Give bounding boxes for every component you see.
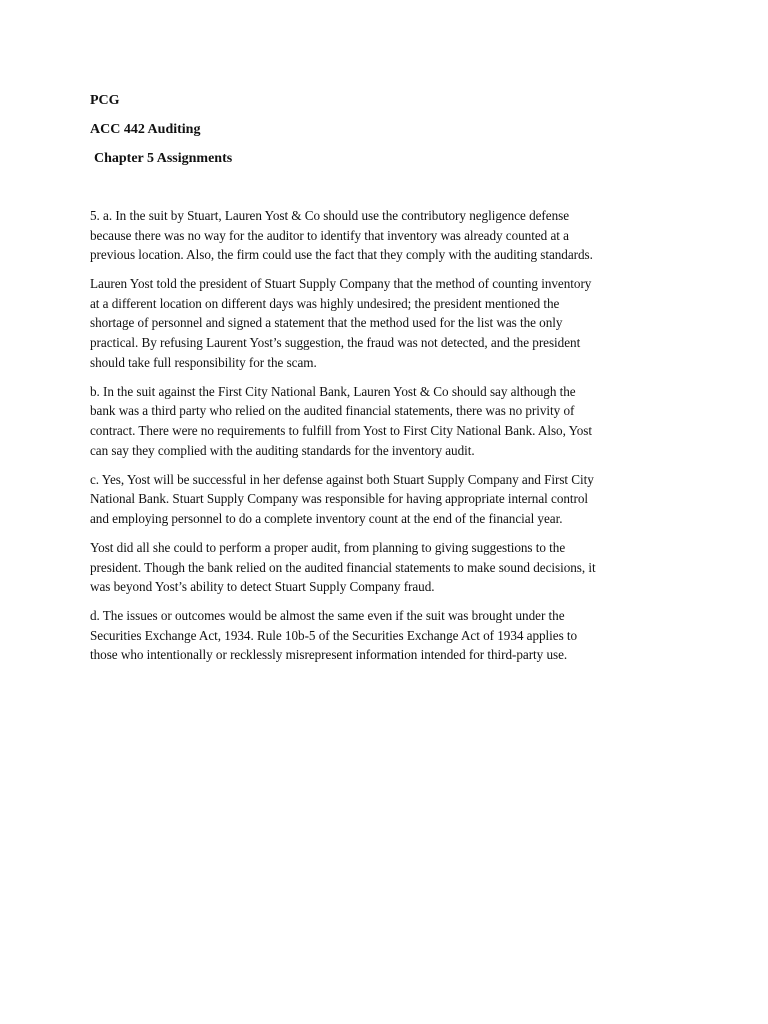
text-line: d. The issues or outcomes would be almost the same even if the suit was brought under the [90, 608, 565, 624]
text-line: was beyond Yost’s ability to detect Stuart Supply Company fraud. [90, 579, 435, 595]
text-line: contract. There were no requirements to fulfill from Yost to First City National Bank. Also, Yost [90, 422, 593, 438]
text-line: and employing personnel to do a complete inventory count at the end of the financial year. [90, 510, 563, 526]
paragraph-5b [90, 382, 671, 460]
text-line: Securities Exchange Act, 1934. Rule 10b-5 of the Securities Exchange Act of 1934 applies to [90, 627, 578, 643]
text-line: Lauren Yost told the president of Stuart Supply Company that the method of counting inventory [90, 276, 592, 292]
paragraph-5c [90, 470, 671, 529]
text-line: b. In the suit against the First City National Bank, Lauren Yost & Co should say although the [90, 383, 576, 399]
text-line: because there was no way for the auditor to identify that inventory was already counted at a [90, 227, 569, 243]
paragraph-5d [90, 606, 671, 665]
text-line: those who intentionally or recklessly misrepresent information intended for third-party use. [90, 647, 568, 663]
text-line: Yost did all she could to perform a proper audit, from planning to giving suggestions to the [90, 539, 566, 555]
paragraph-5a-continued [90, 274, 671, 372]
paragraph-5a [90, 206, 671, 265]
text-line: bank was a third party who relied on the audited financial statements, there was no privity of [90, 403, 575, 419]
document-body [90, 206, 680, 674]
text-line: should take full responsibility for the scam. [90, 354, 317, 370]
course-title: ACC 442 Auditing [90, 122, 201, 137]
text-line: president. Though the bank relied on the audited financial statements to make sound decisions, it [90, 559, 596, 575]
text-line: previous location. Also, the firm could use the fact that they comply with the auditing standards. [90, 247, 593, 263]
text-line: at a different location on different days was highly undesired; the president mentioned the [90, 295, 560, 311]
assignment-title: Chapter 5 Assignments [94, 151, 233, 166]
text-line: can say they complied with the auditing standards for the inventory audit. [90, 442, 475, 458]
paragraph-5c-continued [90, 538, 671, 597]
text-line: c. Yes, Yost will be successful in her defense against both Stuart Supply Company and First City [90, 471, 594, 487]
text-line: 5. a. In the suit by Stuart, Lauren Yost & Co should use the contributory negligence defense [90, 208, 570, 223]
text-line: shortage of personnel and signed a statement that the method used for the list was the only [90, 315, 563, 331]
author-initials: PCG [90, 93, 120, 108]
text-line: practical. By refusing Laurent Yost’s suggestion, the fraud was not detected, and the president [90, 335, 581, 351]
text-line: National Bank. Stuart Supply Company was responsible for having appropriate internal control [90, 491, 589, 507]
